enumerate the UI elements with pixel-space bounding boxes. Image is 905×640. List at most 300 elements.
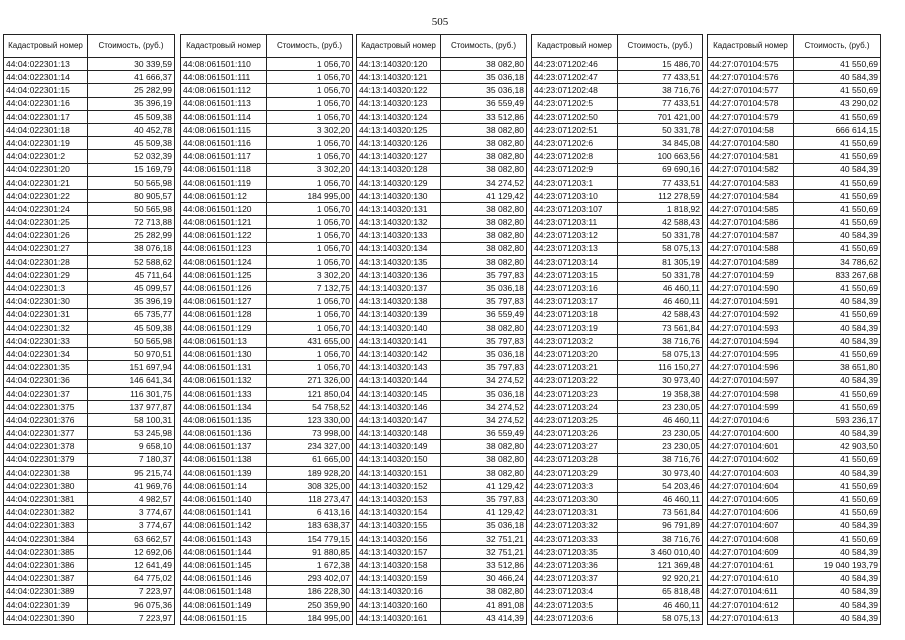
cadastral-number-cell: 44:27:070104:602 <box>708 453 794 466</box>
cost-cell: 52 588,62 <box>88 255 175 268</box>
cadastral-number-cell: 44:04:022301:381 <box>4 493 88 506</box>
table-row <box>357 480 527 493</box>
table-row <box>4 572 175 585</box>
cost-cell: 9 658,10 <box>88 440 175 453</box>
cadastral-number-cell: 44:08:061501:123 <box>181 242 267 255</box>
cadastral-number-cell: 44:04:022301:25 <box>4 216 88 229</box>
cost-cell: 69 690,16 <box>618 163 703 176</box>
table-row <box>4 532 175 545</box>
cost-cell: 184 995,00 <box>267 611 353 624</box>
cadastral-number-cell: 44:23:071202:50 <box>532 110 618 123</box>
header-row <box>181 35 353 58</box>
cost-cell: 41 550,69 <box>794 203 881 216</box>
cost-cell: 77 433,51 <box>618 71 703 84</box>
table-row <box>181 216 353 229</box>
cadastral-number-cell: 44:27:070104:604 <box>708 480 794 493</box>
table-row <box>4 216 175 229</box>
cost-cell: 30 973,40 <box>618 374 703 387</box>
table-row <box>708 598 881 611</box>
table-row <box>357 466 527 479</box>
cost-cell: 50 331,78 <box>618 229 703 242</box>
cost-cell: 53 245,98 <box>88 427 175 440</box>
cost-cell: 40 452,78 <box>88 123 175 136</box>
cadastral-number-cell: 44:08:061501:142 <box>181 519 267 532</box>
table-row <box>4 97 175 110</box>
cost-cell: 41 666,37 <box>88 71 175 84</box>
table-row <box>532 427 703 440</box>
cost-cell: 38 076,18 <box>88 242 175 255</box>
header-cost: Стоимость, (руб.) <box>794 35 881 58</box>
cadastral-number-cell: 44:27:070104:599 <box>708 400 794 413</box>
table-row <box>181 532 353 545</box>
table-row <box>532 414 703 427</box>
cadastral-number-cell: 44:23:071203:31 <box>532 506 618 519</box>
cadastral-number-cell: 44:04:022301:389 <box>4 585 88 598</box>
cadastral-number-cell: 44:27:070104:610 <box>708 572 794 585</box>
cadastral-number-cell: 44:13:140320:140 <box>357 321 441 334</box>
table-row <box>357 97 527 110</box>
table-row <box>708 216 881 229</box>
cost-cell: 92 920,21 <box>618 572 703 585</box>
cadastral-number-cell: 44:13:140320:160 <box>357 598 441 611</box>
header-cost: Стоимость, (руб.) <box>618 35 703 58</box>
cadastral-number-cell: 44:23:071203:29 <box>532 466 618 479</box>
cost-cell: 41 891,08 <box>441 598 527 611</box>
cadastral-number-cell: 44:13:140320:153 <box>357 493 441 506</box>
table-row <box>181 466 353 479</box>
table-row <box>357 203 527 216</box>
table-row <box>532 374 703 387</box>
cadastral-number-cell: 44:04:022301:377 <box>4 427 88 440</box>
cost-cell: 116 301,75 <box>88 387 175 400</box>
cadastral-number-cell: 44:27:070104:576 <box>708 71 794 84</box>
cost-cell: 41 550,69 <box>794 532 881 545</box>
table-row <box>357 216 527 229</box>
cadastral-number-cell: 44:27:070104:600 <box>708 427 794 440</box>
table-row <box>532 110 703 123</box>
table-row <box>181 348 353 361</box>
table-row <box>357 255 527 268</box>
table-row <box>708 255 881 268</box>
cadastral-number-cell: 44:08:061501:115 <box>181 123 267 136</box>
cadastral-number-cell: 44:08:061501:14 <box>181 480 267 493</box>
cost-cell: 35 797,83 <box>441 295 527 308</box>
cost-cell: 38 082,80 <box>441 216 527 229</box>
cost-cell: 38 082,80 <box>441 229 527 242</box>
cost-cell: 701 421,00 <box>618 110 703 123</box>
cadastral-number-cell: 44:27:070104:612 <box>708 598 794 611</box>
cost-cell: 40 584,39 <box>794 598 881 611</box>
cost-cell: 271 326,00 <box>267 374 353 387</box>
cost-cell: 41 550,69 <box>794 110 881 123</box>
table-row <box>708 440 881 453</box>
cadastral-number-cell: 44:13:140320:131 <box>357 203 441 216</box>
table-row <box>532 532 703 545</box>
cost-cell: 36 559,49 <box>441 97 527 110</box>
cost-cell: 23 230,05 <box>618 440 703 453</box>
header-row <box>357 35 527 58</box>
header-cadastral-number: Кадастровый номер <box>357 35 441 58</box>
table-row <box>181 480 353 493</box>
cadastral-number-cell: 44:23:071203:13 <box>532 242 618 255</box>
cadastral-number-cell: 44:27:070104:59 <box>708 269 794 282</box>
cost-cell: 12 692,06 <box>88 545 175 558</box>
table-row <box>357 545 527 558</box>
cost-cell: 54 758,52 <box>267 400 353 413</box>
table-row <box>4 427 175 440</box>
cost-cell: 833 267,68 <box>794 269 881 282</box>
cadastral-number-cell: 44:27:070104:588 <box>708 242 794 255</box>
cost-cell: 41 550,69 <box>794 506 881 519</box>
cost-cell: 100 663,56 <box>618 150 703 163</box>
table-row <box>181 308 353 321</box>
cadastral-number-cell: 44:08:061501:140 <box>181 493 267 506</box>
cost-cell: 308 325,00 <box>267 480 353 493</box>
cost-cell: 63 662,57 <box>88 532 175 545</box>
cost-cell: 35 036,18 <box>441 282 527 295</box>
cost-cell: 1 056,70 <box>267 137 353 150</box>
cadastral-number-cell: 44:04:022301:30 <box>4 295 88 308</box>
cost-cell: 118 273,47 <box>267 493 353 506</box>
cadastral-number-cell: 44:04:022301:376 <box>4 414 88 427</box>
table-row <box>532 84 703 97</box>
cadastral-number-cell: 44:08:061501:114 <box>181 110 267 123</box>
table-row <box>181 176 353 189</box>
cost-cell: 46 460,11 <box>618 295 703 308</box>
table-row <box>708 387 881 400</box>
cost-cell: 38 082,80 <box>441 321 527 334</box>
cost-cell: 50 565,98 <box>88 203 175 216</box>
cadastral-number-cell: 44:13:140320:127 <box>357 150 441 163</box>
table-row <box>4 466 175 479</box>
cadastral-number-cell: 44:13:140320:141 <box>357 334 441 347</box>
cadastral-number-cell: 44:04:022301:390 <box>4 611 88 624</box>
table-row <box>357 532 527 545</box>
table-row <box>708 493 881 506</box>
cost-cell: 15 169,79 <box>88 163 175 176</box>
cost-cell: 46 460,11 <box>618 598 703 611</box>
cost-cell: 189 928,20 <box>267 466 353 479</box>
table-row <box>181 137 353 150</box>
cadastral-number-cell: 44:23:071203:32 <box>532 519 618 532</box>
cost-cell: 96 791,89 <box>618 519 703 532</box>
table-row <box>4 163 175 176</box>
cadastral-number-cell: 44:08:061501:144 <box>181 545 267 558</box>
cadastral-number-cell: 44:23:071203:26 <box>532 427 618 440</box>
table-row <box>708 374 881 387</box>
cadastral-number-cell: 44:27:070104:609 <box>708 545 794 558</box>
cost-cell: 6 413,16 <box>267 506 353 519</box>
cost-cell: 30 339,59 <box>88 58 175 71</box>
cadastral-number-cell: 44:23:071203:3 <box>532 480 618 493</box>
table-row <box>4 242 175 255</box>
cost-cell: 32 751,21 <box>441 532 527 545</box>
table-row <box>357 506 527 519</box>
table-row <box>181 163 353 176</box>
cost-cell: 50 331,78 <box>618 269 703 282</box>
cadastral-number-cell: 44:27:070104:585 <box>708 203 794 216</box>
cost-cell: 41 550,69 <box>794 480 881 493</box>
cost-cell: 30 973,40 <box>618 466 703 479</box>
cadastral-number-cell: 44:13:140320:149 <box>357 440 441 453</box>
cost-cell: 186 228,30 <box>267 585 353 598</box>
cadastral-number-cell: 44:23:071202:8 <box>532 150 618 163</box>
header-row <box>4 35 175 58</box>
table-row <box>4 282 175 295</box>
cost-cell: 80 905,57 <box>88 189 175 202</box>
table-row <box>532 97 703 110</box>
table-row <box>532 519 703 532</box>
cadastral-number-cell: 44:08:061501:149 <box>181 598 267 611</box>
cost-cell: 38 082,80 <box>441 203 527 216</box>
cost-cell: 46 460,11 <box>618 414 703 427</box>
table-row <box>708 110 881 123</box>
cost-cell: 41 969,76 <box>88 480 175 493</box>
cost-cell: 40 584,39 <box>794 374 881 387</box>
cost-cell: 33 512,86 <box>441 559 527 572</box>
cadastral-number-cell: 44:04:022301:35 <box>4 361 88 374</box>
cadastral-number-cell: 44:23:071203:22 <box>532 374 618 387</box>
table-row <box>708 203 881 216</box>
cost-cell: 40 584,39 <box>794 427 881 440</box>
cost-cell: 7 223,97 <box>88 585 175 598</box>
cadastral-number-cell: 44:13:140320:143 <box>357 361 441 374</box>
table-row <box>4 440 175 453</box>
table-row <box>357 176 527 189</box>
table-row <box>181 440 353 453</box>
cadastral-number-cell: 44:13:140320:146 <box>357 400 441 413</box>
cost-cell: 1 056,70 <box>267 110 353 123</box>
table-row <box>4 585 175 598</box>
cost-cell: 54 203,46 <box>618 480 703 493</box>
cost-cell: 40 584,39 <box>794 545 881 558</box>
table-row <box>532 480 703 493</box>
cadastral-number-cell: 44:13:140320:145 <box>357 387 441 400</box>
table-row <box>181 110 353 123</box>
table-row <box>4 308 175 321</box>
table-row <box>4 58 175 71</box>
table-row <box>708 361 881 374</box>
table-row <box>708 585 881 598</box>
cost-cell: 35 036,18 <box>441 519 527 532</box>
table-row <box>532 466 703 479</box>
cost-cell: 121 369,48 <box>618 559 703 572</box>
cost-cell: 250 359,90 <box>267 598 353 611</box>
cadastral-number-cell: 44:27:070104:606 <box>708 506 794 519</box>
cadastral-number-cell: 44:27:070104:575 <box>708 58 794 71</box>
cadastral-number-cell: 44:08:061501:127 <box>181 295 267 308</box>
table-row <box>4 334 175 347</box>
table-row <box>4 559 175 572</box>
cadastral-number-cell: 44:04:022301:17 <box>4 110 88 123</box>
cadastral-number-cell: 44:08:061501:135 <box>181 414 267 427</box>
cost-cell: 38 082,80 <box>441 453 527 466</box>
cadastral-number-cell: 44:23:071202:47 <box>532 71 618 84</box>
cadastral-number-cell: 44:08:061501:132 <box>181 374 267 387</box>
table-row <box>181 414 353 427</box>
cost-cell: 593 236,17 <box>794 414 881 427</box>
cadastral-number-cell: 44:23:071202:51 <box>532 123 618 136</box>
table-row <box>708 545 881 558</box>
cadastral-number-cell: 44:23:071203:2 <box>532 334 618 347</box>
table-row <box>181 58 353 71</box>
cost-cell: 3 460 010,40 <box>618 545 703 558</box>
table-row <box>181 229 353 242</box>
cadastral-number-cell: 44:27:070104:605 <box>708 493 794 506</box>
cadastral-number-cell: 44:13:140320:144 <box>357 374 441 387</box>
table-row <box>357 295 527 308</box>
cost-cell: 52 032,39 <box>88 150 175 163</box>
cadastral-number-cell: 44:08:061501:12 <box>181 189 267 202</box>
cadastral-number-cell: 44:04:022301:27 <box>4 242 88 255</box>
cost-cell: 41 550,69 <box>794 400 881 413</box>
cadastral-number-cell: 44:23:071203:30 <box>532 493 618 506</box>
table-row <box>357 71 527 84</box>
table-row <box>4 348 175 361</box>
cost-cell: 38 082,80 <box>441 242 527 255</box>
cost-cell: 12 641,49 <box>88 559 175 572</box>
table-row <box>357 559 527 572</box>
cadastral-number-cell: 44:27:070104:584 <box>708 189 794 202</box>
cost-cell: 38 716,76 <box>618 453 703 466</box>
cadastral-number-cell: 44:27:070104:607 <box>708 519 794 532</box>
cadastral-number-cell: 44:23:071203:23 <box>532 387 618 400</box>
table-row <box>4 598 175 611</box>
table-row <box>357 229 527 242</box>
cost-cell: 38 651,80 <box>794 361 881 374</box>
table-row <box>532 598 703 611</box>
header-cadastral-number: Кадастровый номер <box>4 35 88 58</box>
cadastral-number-cell: 44:08:061501:116 <box>181 137 267 150</box>
cadastral-number-cell: 44:04:022301:383 <box>4 519 88 532</box>
cost-cell: 45 509,38 <box>88 110 175 123</box>
cadastral-number-cell: 44:04:022301:39 <box>4 598 88 611</box>
cadastral-number-cell: 44:13:140320:134 <box>357 242 441 255</box>
table-row <box>357 598 527 611</box>
cadastral-number-cell: 44:23:071203:35 <box>532 545 618 558</box>
table-row <box>181 295 353 308</box>
cadastral-number-cell: 44:27:070104:608 <box>708 532 794 545</box>
table-row <box>708 506 881 519</box>
table-row <box>4 295 175 308</box>
table-row <box>532 348 703 361</box>
table-row <box>4 400 175 413</box>
cost-cell: 45 099,57 <box>88 282 175 295</box>
table-row <box>532 334 703 347</box>
cost-cell: 38 716,76 <box>618 532 703 545</box>
cost-cell: 1 056,70 <box>267 71 353 84</box>
table-row <box>181 203 353 216</box>
table-row <box>4 189 175 202</box>
header-cost: Стоимость, (руб.) <box>441 35 527 58</box>
table-row <box>181 334 353 347</box>
table-row <box>181 519 353 532</box>
cost-cell: 41 129,42 <box>441 189 527 202</box>
cadastral-number-cell: 44:13:140320:136 <box>357 269 441 282</box>
cost-cell: 40 584,39 <box>794 321 881 334</box>
cadastral-number-cell: 44:23:071203:5 <box>532 598 618 611</box>
table-row <box>708 229 881 242</box>
table-row <box>708 453 881 466</box>
cost-cell: 38 082,80 <box>441 58 527 71</box>
cost-cell: 38 082,80 <box>441 123 527 136</box>
cost-cell: 42 588,43 <box>618 216 703 229</box>
cadastral-table-4 <box>531 34 703 625</box>
cost-cell: 36 559,49 <box>441 308 527 321</box>
table-row <box>532 400 703 413</box>
cost-cell: 41 550,69 <box>794 387 881 400</box>
cost-cell: 35 797,83 <box>441 361 527 374</box>
cadastral-number-cell: 44:13:140320:122 <box>357 84 441 97</box>
cost-cell: 1 056,70 <box>267 58 353 71</box>
cadastral-number-cell: 44:27:070104:592 <box>708 308 794 321</box>
table-row <box>4 84 175 97</box>
cadastral-number-cell: 44:08:061501:117 <box>181 150 267 163</box>
cadastral-number-cell: 44:13:140320:152 <box>357 480 441 493</box>
table-row <box>532 545 703 558</box>
page-number: 505 <box>431 16 449 28</box>
cost-cell: 19 358,38 <box>618 387 703 400</box>
table-row <box>4 453 175 466</box>
cadastral-table-3 <box>356 34 527 625</box>
table-row <box>4 387 175 400</box>
cost-cell: 112 278,59 <box>618 189 703 202</box>
cadastral-number-cell: 44:04:022301:28 <box>4 255 88 268</box>
cost-cell: 77 433,51 <box>618 176 703 189</box>
cost-cell: 25 282,99 <box>88 229 175 242</box>
table-row <box>532 440 703 453</box>
cost-cell: 7 180,37 <box>88 453 175 466</box>
cost-cell: 3 302,20 <box>267 269 353 282</box>
cadastral-number-cell: 44:27:070104:598 <box>708 387 794 400</box>
cadastral-number-cell: 44:08:061501:15 <box>181 611 267 624</box>
cadastral-number-cell: 44:27:070104:601 <box>708 440 794 453</box>
cadastral-number-cell: 44:23:071203:1 <box>532 176 618 189</box>
table-row <box>357 611 527 624</box>
cadastral-number-cell: 44:13:140320:133 <box>357 229 441 242</box>
cost-cell: 41 550,69 <box>794 242 881 255</box>
table-row <box>181 559 353 572</box>
cost-cell: 43 290,02 <box>794 97 881 110</box>
table-row <box>708 84 881 97</box>
cadastral-number-cell: 44:23:071203:21 <box>532 361 618 374</box>
cadastral-number-cell: 44:27:070104:582 <box>708 163 794 176</box>
cost-cell: 1 056,70 <box>267 242 353 255</box>
cadastral-number-cell: 44:13:140320:156 <box>357 532 441 545</box>
table-row <box>181 123 353 136</box>
cost-cell: 34 274,52 <box>441 374 527 387</box>
table-row <box>357 585 527 598</box>
table-row <box>357 123 527 136</box>
cost-cell: 40 584,39 <box>794 295 881 308</box>
cadastral-number-cell: 44:13:140320:132 <box>357 216 441 229</box>
cadastral-number-cell: 44:27:070104:594 <box>708 334 794 347</box>
header-row <box>532 35 703 58</box>
cost-cell: 1 056,70 <box>267 229 353 242</box>
cadastral-number-cell: 44:04:022301:14 <box>4 71 88 84</box>
cost-cell: 38 082,80 <box>441 585 527 598</box>
cost-cell: 38 716,76 <box>618 334 703 347</box>
cost-cell: 72 713,88 <box>88 216 175 229</box>
cost-cell: 123 330,00 <box>267 414 353 427</box>
cadastral-number-cell: 44:08:061501:124 <box>181 255 267 268</box>
cost-cell: 1 056,70 <box>267 321 353 334</box>
header-cadastral-number: Кадастровый номер <box>708 35 794 58</box>
cost-cell: 1 056,70 <box>267 97 353 110</box>
cost-cell: 58 075,13 <box>618 611 703 624</box>
cadastral-number-cell: 44:04:022301:386 <box>4 559 88 572</box>
cadastral-number-cell: 44:08:061501:128 <box>181 308 267 321</box>
